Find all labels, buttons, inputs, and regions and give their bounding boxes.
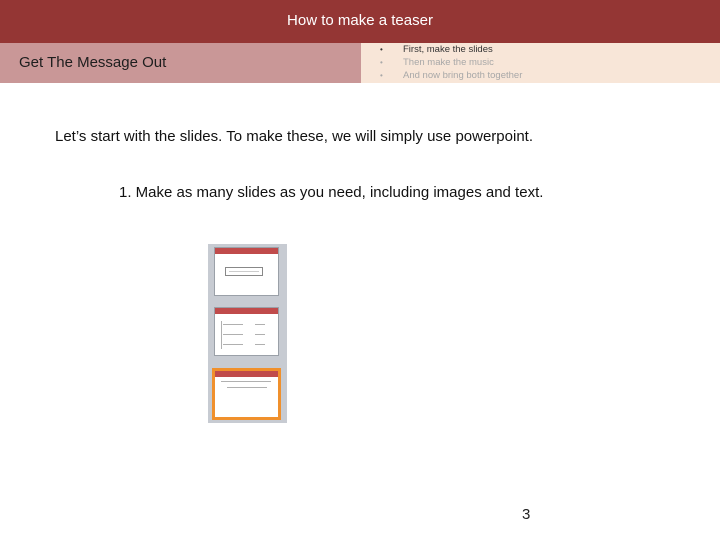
slide-thumbnail-selected[interactable] — [212, 368, 281, 420]
bullet-icon: • — [380, 71, 383, 80]
intro-text: Let’s start with the slides. To make these, we will simply use powerpoint. — [55, 128, 533, 145]
step-text: 1. Make as many slides as you need, including images and text. — [119, 184, 544, 201]
slide-thumbnails-panel — [208, 244, 287, 423]
section-band — [0, 43, 361, 83]
agenda-item-label: Then make the music — [403, 57, 494, 68]
slide-thumbnail[interactable] — [214, 247, 279, 296]
thumbnail-header — [215, 308, 278, 314]
bullet-icon: • — [380, 58, 383, 67]
slide-thumbnail[interactable] — [214, 307, 279, 356]
thumbnail-header — [215, 248, 278, 254]
agenda-item-label: First, make the slides — [403, 44, 493, 55]
bullet-icon: • — [380, 45, 383, 54]
title-bar — [0, 0, 720, 43]
section-label: Get The Message Out — [19, 54, 167, 71]
agenda-item-label: And now bring both together — [403, 70, 523, 81]
thumbnail-header — [215, 371, 278, 377]
page-number: 3 — [522, 506, 531, 523]
slide-title: How to make a teaser — [287, 12, 433, 29]
